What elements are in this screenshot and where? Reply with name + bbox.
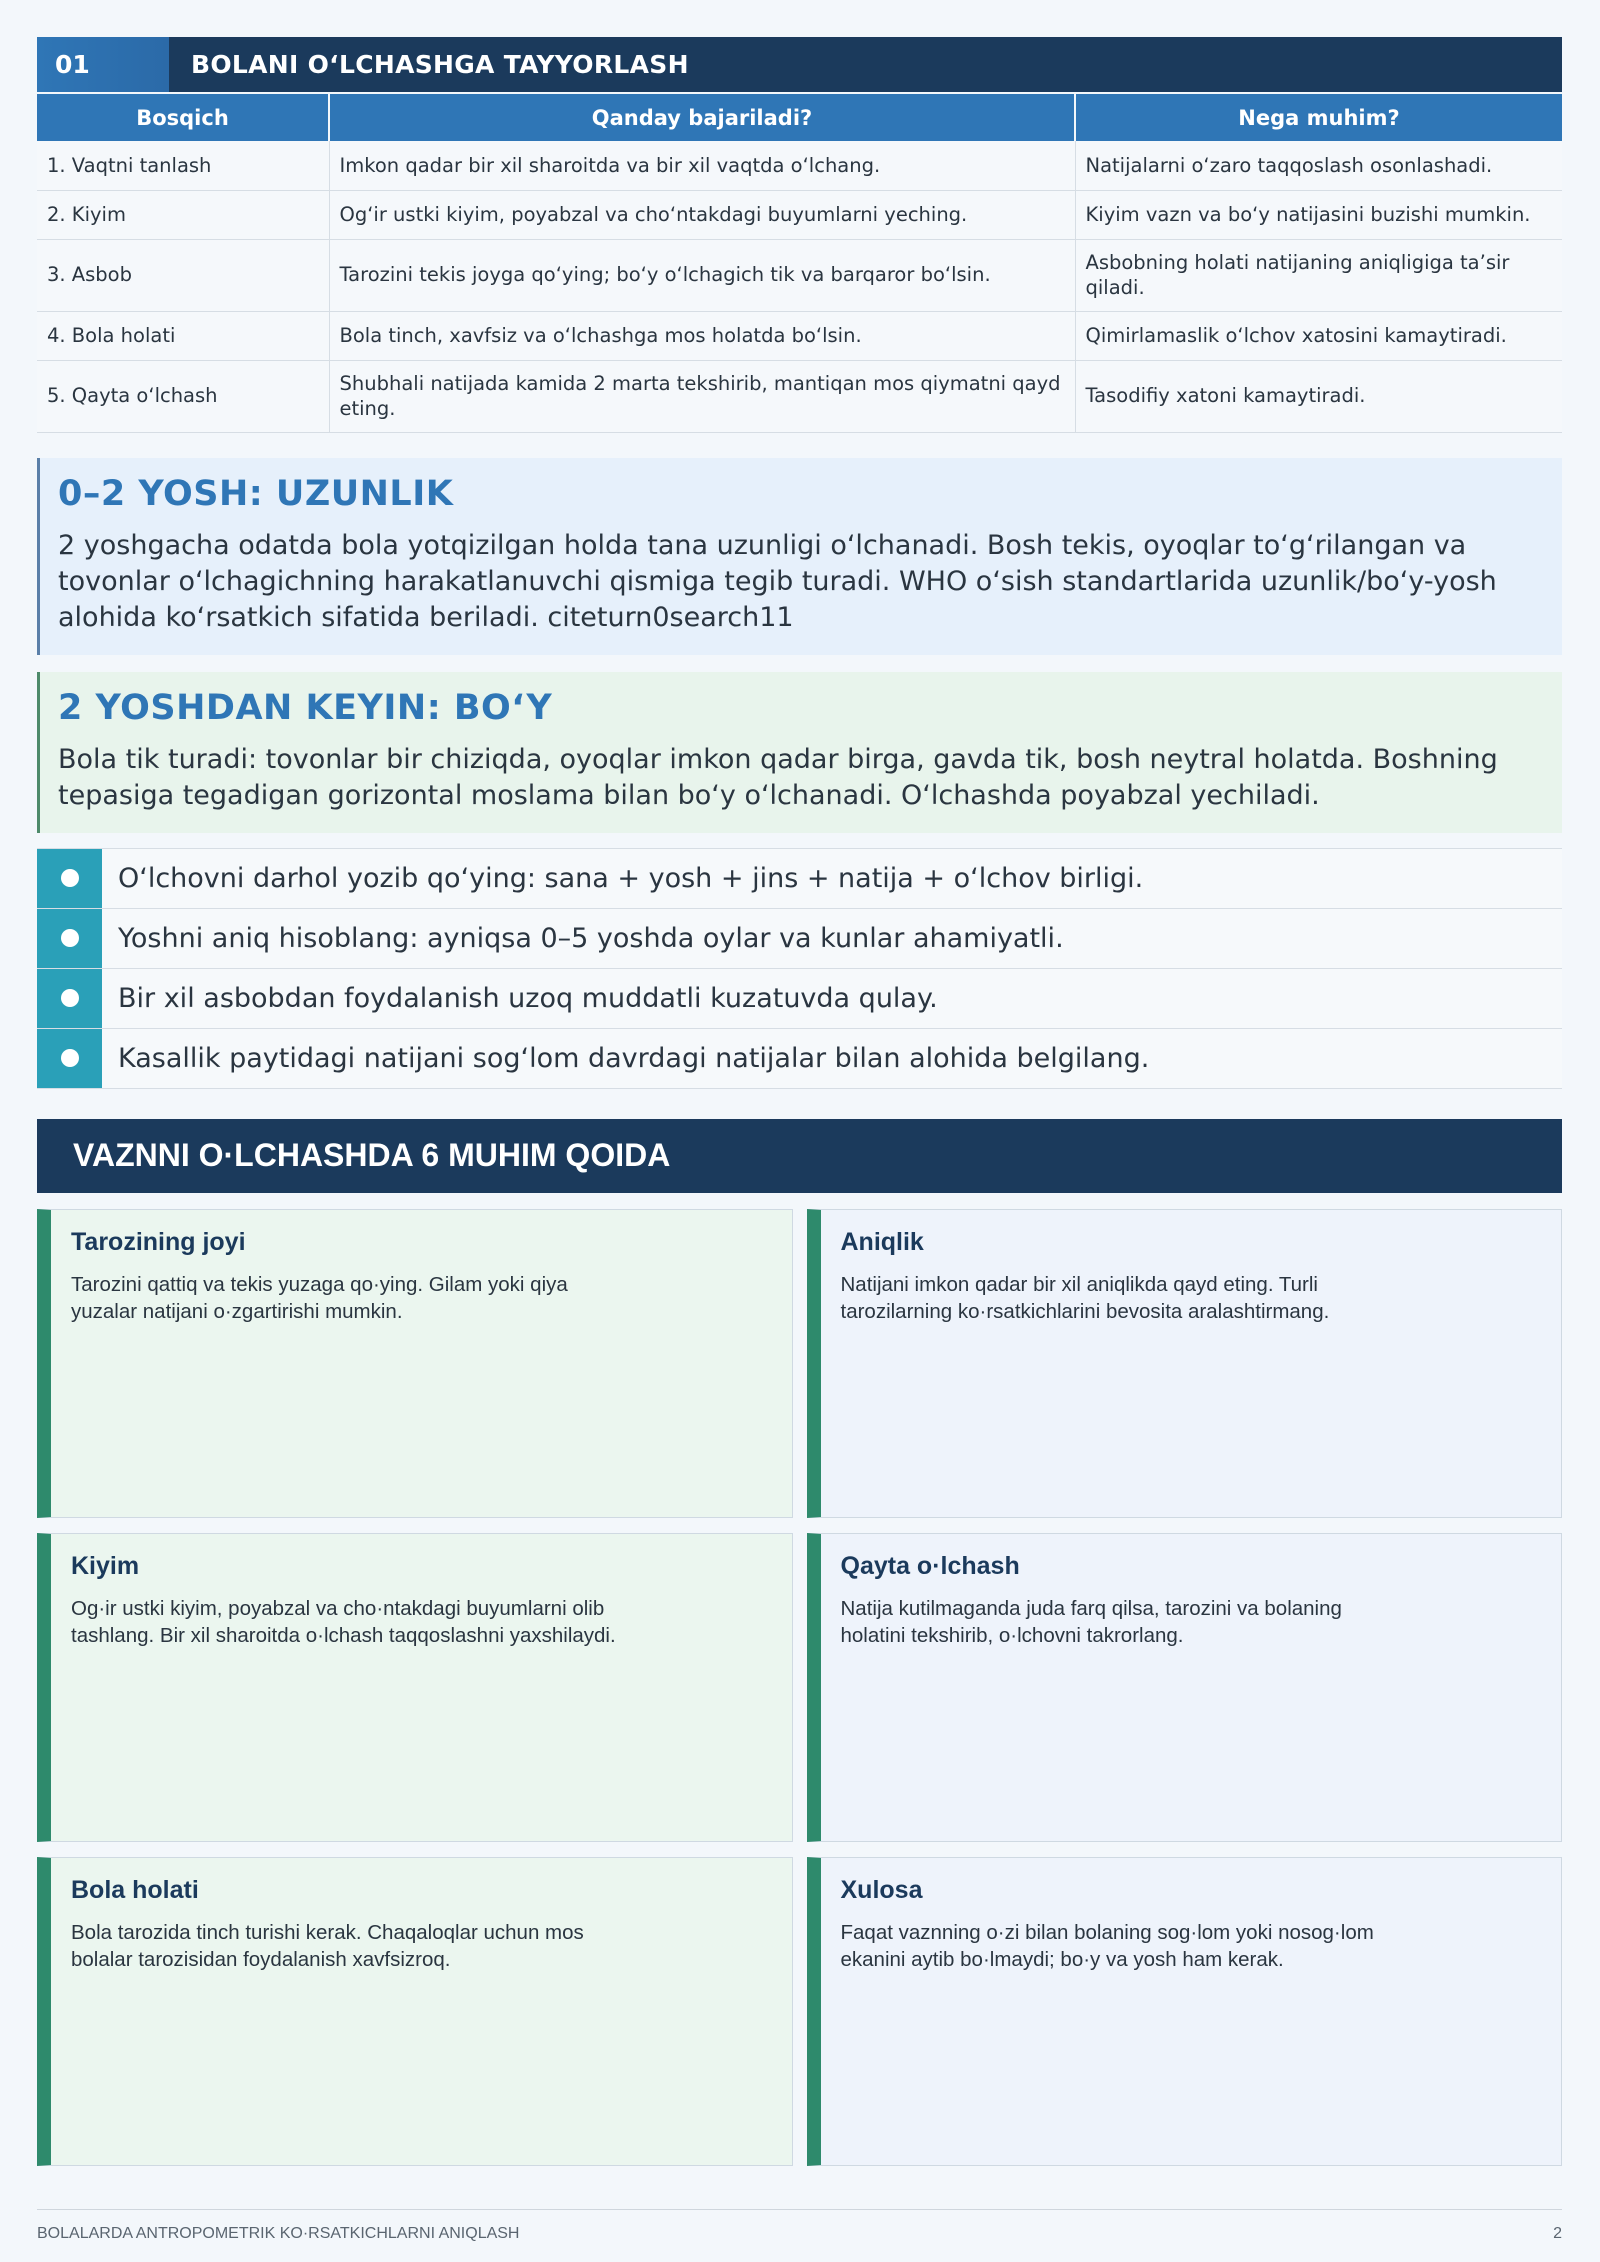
height-info-box	[37, 672, 1562, 833]
table-cell: Bola tinch, xavfsiz va o‘lchashga mos holatda bo‘lsin.	[329, 311, 1075, 360]
table-cell: Kiyim vazn va bo‘y natijasini buzishi mumkin.	[1075, 190, 1562, 239]
list-item-text: O‘lchovni darhol yozib qo‘ying: sana + yosh + jins + natija + o‘lchov birligi.	[118, 862, 1144, 894]
rule-card-text: Natija kutilmaganda juda farq qilsa, tarozini va bolaning holatini tekshirib, o·lchovni takrorlang.	[840, 1596, 1342, 1648]
rule-card-text: Natijani imkon qadar bir xil aniqlikda qayd eting. Turli tarozilarning ko·rsatkichlarini bevosita aralashtirmang.	[840, 1272, 1330, 1324]
rule-card	[807, 1209, 1563, 1518]
bullet-marker	[37, 1029, 102, 1088]
bullet-marker	[37, 969, 102, 1028]
list-item-text: Yoshni aniq hisoblang: ayniqsa 0–5 yoshda oylar va kunlar ahamiyatli.	[118, 922, 1064, 954]
table-cell: Asbobning holati natijaning aniqligiga ta’sir qiladi.	[1075, 239, 1562, 311]
table-cell: Natijalarni o‘zaro taqqoslash osonlashadi.	[1075, 141, 1562, 190]
rule-card-title: Qayta o·lchash	[840, 1551, 1020, 1580]
list-item-text: Kasallik paytidagi natijani sog‘lom davrdagi natijalar bilan alohida belgilang.	[118, 1042, 1150, 1074]
page-number: 2	[1553, 2225, 1562, 2242]
rule-card-title: Bola holati	[71, 1875, 199, 1904]
list-item	[37, 909, 1562, 969]
table-cell: Tarozini tekis joyga qo‘ying; bo‘y o‘lchagich tik va barqaror bo‘lsin.	[329, 239, 1075, 311]
bullet-dot-icon	[61, 929, 79, 947]
list-item-text: Bir xil asbobdan foydalanish uzoq muddatli kuzatuvda qulay.	[118, 982, 938, 1014]
rule-card	[37, 1857, 793, 2166]
section-header	[37, 37, 1562, 92]
table-header-row	[37, 93, 1562, 141]
list-item	[37, 849, 1562, 909]
table-cell: 3. Asbob	[37, 239, 329, 311]
rules-title: VAZNNI O·LCHASHDA 6 MUHIM QOIDA	[37, 1119, 1562, 1193]
page	[37, 37, 1562, 2166]
bullet-marker	[37, 909, 102, 968]
table-cell: Imkon qadar bir xil sharoitda va bir xil vaqtda o‘lchang.	[329, 141, 1075, 190]
rule-card	[37, 1533, 793, 1842]
bullet-dot-icon	[61, 869, 79, 887]
table-cell: Og‘ir ustki kiyim, poyabzal va cho‘ntakdagi buyumlarni yeching.	[329, 190, 1075, 239]
list-item	[37, 969, 1562, 1029]
footer-title: BOLALARDA ANTROPOMETRIK KO·RSATKICHLARNI ANIQLASH	[37, 2225, 520, 2242]
table-row	[37, 141, 1562, 190]
table-row	[37, 190, 1562, 239]
rules-grid	[37, 1209, 1562, 2166]
rule-card-title: Xulosa	[840, 1875, 923, 1904]
table-row	[37, 311, 1562, 360]
table-cell: 5. Qayta o‘lchash	[37, 360, 329, 432]
height-title: 2 YOSHDAN KEYIN: BO‘Y	[58, 687, 553, 728]
length-text: 2 yoshgacha odatda bola yotqizilgan holda tana uzunligi o‘lchanadi. Bosh tekis, oyoqlar to‘g‘rilangan va tovonlar o‘lchagichning harakatlanuvchi qismiga tegib turadi. WHO o‘sish standartlarida uzunlik/bo‘y-yosh alohida ko‘rsatkich sifatida beriladi. citeturn0search11	[58, 529, 1497, 634]
table-cell: Tasodifiy xatoni kamaytiradi.	[1075, 360, 1562, 432]
rule-card-text: Bola tarozida tinch turishi kerak. Chaqaloqlar uchun mos bolalar tarozisidan foydalanish xavfsizroq.	[71, 1920, 584, 1972]
column-header: Nega muhim?	[1075, 93, 1562, 141]
length-title: 0–2 YOSH: UZUNLIK	[58, 473, 454, 514]
list-item	[37, 1029, 1562, 1089]
bullet-dot-icon	[61, 1049, 79, 1067]
rule-card-title: Tarozining joyi	[71, 1227, 246, 1256]
table-cell: 2. Kiyim	[37, 190, 329, 239]
preparation-table	[37, 92, 1562, 433]
table-row	[37, 239, 1562, 311]
rule-card	[37, 1209, 793, 1518]
rule-card-text: Og·ir ustki kiyim, poyabzal va cho·ntakdagi buyumlarni olib tashlang. Bir xil sharoitda o·lchash taqqoslashni yaxshilaydi.	[71, 1596, 616, 1648]
rule-card-title: Kiyim	[71, 1551, 140, 1580]
section-number: 01	[37, 37, 169, 92]
section-title: BOLANI O‘LCHASHGA TAYYORLASH	[191, 50, 689, 79]
rule-card-text: Tarozini qattiq va tekis yuzaga qo·ying. Gilam yoki qiya yuzalar natijani o·zgartirishi mumkin.	[71, 1272, 568, 1324]
rule-card	[807, 1857, 1563, 2166]
column-header: Bosqich	[37, 93, 329, 141]
page-footer	[37, 2209, 1562, 2243]
table-row	[37, 360, 1562, 432]
table-cell: 1. Vaqtni tanlash	[37, 141, 329, 190]
bullet-marker	[37, 849, 102, 908]
table-cell: 4. Bola holati	[37, 311, 329, 360]
column-header: Qanday bajariladi?	[329, 93, 1075, 141]
table-cell: Shubhali natijada kamida 2 marta tekshirib, mantiqan mos qiymatni qayd eting.	[329, 360, 1075, 432]
table-cell: Qimirlamaslik o‘lchov xatosini kamaytiradi.	[1075, 311, 1562, 360]
bullet-dot-icon	[61, 989, 79, 1007]
height-text: Bola tik turadi: tovonlar bir chiziqda, oyoqlar imkon qadar birga, gavda tik, bosh neytral holatda. Boshning tepasiga tegadigan gorizontal moslama bilan bo‘y o‘lchanadi. O‘lchashda poyabzal yechiladi.	[58, 743, 1498, 812]
rule-card-text: Faqat vaznning o·zi bilan bolaning sog·lom yoki nosog·lom ekanini aytib bo·lmaydi; bo·y va yosh ham kerak.	[840, 1920, 1374, 1972]
rule-card-title: Aniqlik	[840, 1227, 924, 1256]
tips-list	[37, 848, 1562, 1089]
length-info-box	[37, 458, 1562, 655]
rule-card	[807, 1533, 1563, 1842]
